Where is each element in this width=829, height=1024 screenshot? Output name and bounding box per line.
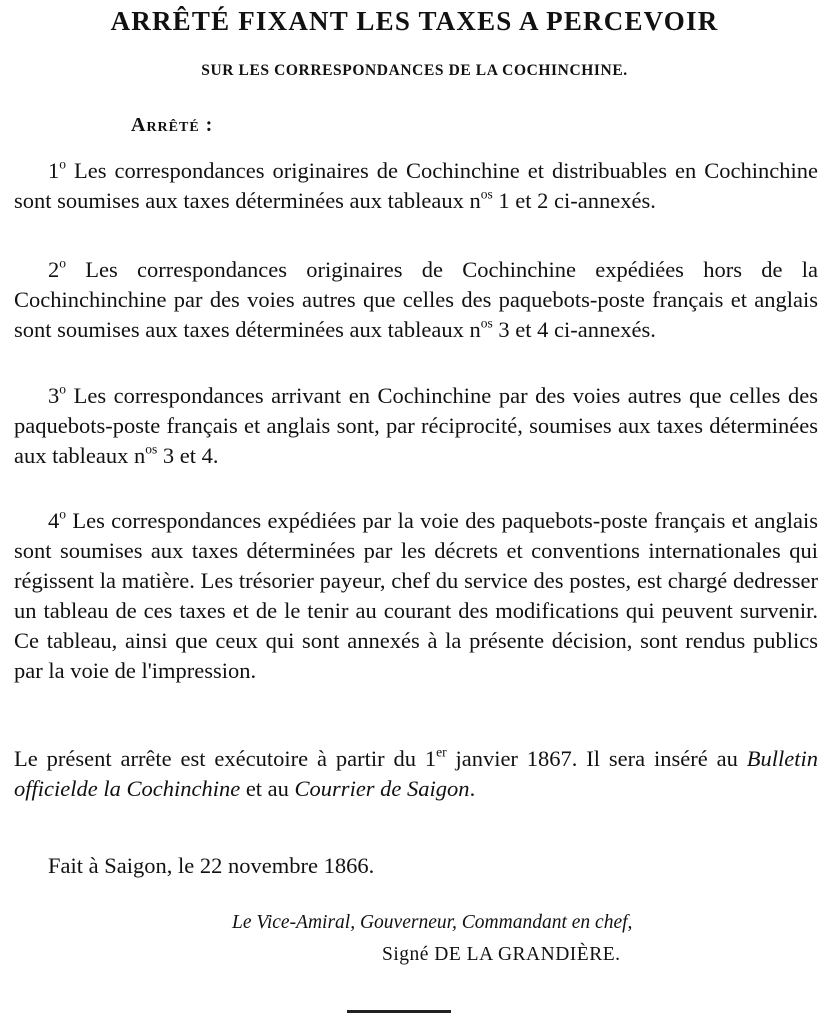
place-date-line: Fait à Saigon, le 22 novembre 1866. xyxy=(48,853,375,878)
article-number: 1 xyxy=(48,158,60,183)
article-2-paragraph xyxy=(14,255,818,345)
article-3-paragraph xyxy=(14,381,818,471)
courrier-title: Courrier de Saigon xyxy=(294,776,470,801)
ordinal-marker: os xyxy=(145,441,158,457)
ordinal-marker: os xyxy=(480,315,493,331)
article-4-paragraph xyxy=(14,506,818,686)
article-text: Les correspondances originaires de Cochinchine expédiées hors de la Cochinchinchine par des voies autres que celles des paquebots-poste français et anglais sont soumises aux taxes déterminées aux tableaux n xyxy=(14,257,818,342)
document-title: ARRÊTÉ FIXANT LES TAXES A PERCEVOIR xyxy=(110,6,719,36)
article-1-paragraph xyxy=(14,156,818,216)
ordinal-marker: er xyxy=(436,744,447,760)
article-text: Les correspondances arrivant en Cochinchine par des voies autres que celles des paquebots-poste français et anglais sont, par réciprocité, soumises aux taxes déterminées aux tableaux n xyxy=(14,383,818,468)
article-number: 4 xyxy=(48,508,60,533)
article-text: Les correspondances originaires de Cochinchine et distribuables en Cochinchine sont soumises aux taxes déterminées aux tableaux n xyxy=(14,158,818,213)
signatory-name: Signé DE LA GRANDIÈRE. xyxy=(382,944,621,965)
paragraph-text: Le présent arrête est exécutoire à partir du 1 xyxy=(14,746,437,771)
article-text: 1 et 2 ci-annexés. xyxy=(492,188,656,213)
execution-paragraph xyxy=(14,744,818,804)
paragraph-text: janvier 1867. Il sera inséré au xyxy=(446,746,747,771)
closing-rule xyxy=(347,1010,451,1013)
ordinal-marker: o xyxy=(59,156,66,172)
ordinal-marker: os xyxy=(480,186,493,202)
ordinal-marker: o xyxy=(59,255,66,271)
article-number: 2 xyxy=(48,257,60,282)
article-text: Les correspondances expédiées par la voie des paquebots-poste français et anglais sont soumises aux taxes déterminées par les décrets et conventions internationales qui régissent la matière. Les trésorier payeur, chef du service des postes, est chargé dedresser un tableau de ces taxes et de le tenir au courant des modifications qui peuvent survenir. Ce tableau, ainsi que ceux qui sont annexés à la présente décision, sont rendus publics par la voie de l'impression. xyxy=(14,508,818,683)
document-subtitle: SUR LES CORRESPONDANCES DE LA COCHINCHINE. xyxy=(201,62,628,79)
paragraph-text: . xyxy=(469,776,476,801)
ordinal-marker: o xyxy=(59,506,66,522)
article-text: 3 et 4. xyxy=(157,443,219,468)
article-text: 3 et 4 ci-annexés. xyxy=(492,317,656,342)
signatory-title: Le Vice-Amiral, Gouverneur, Commandant en chef, xyxy=(232,912,633,933)
bulletin-title: Bulletin officielde la Cochinchine xyxy=(14,746,818,801)
ordinal-marker: o xyxy=(59,381,66,397)
section-heading: Arrêté : xyxy=(131,114,214,136)
paragraph-text: et au xyxy=(240,776,295,801)
article-number: 3 xyxy=(48,383,60,408)
